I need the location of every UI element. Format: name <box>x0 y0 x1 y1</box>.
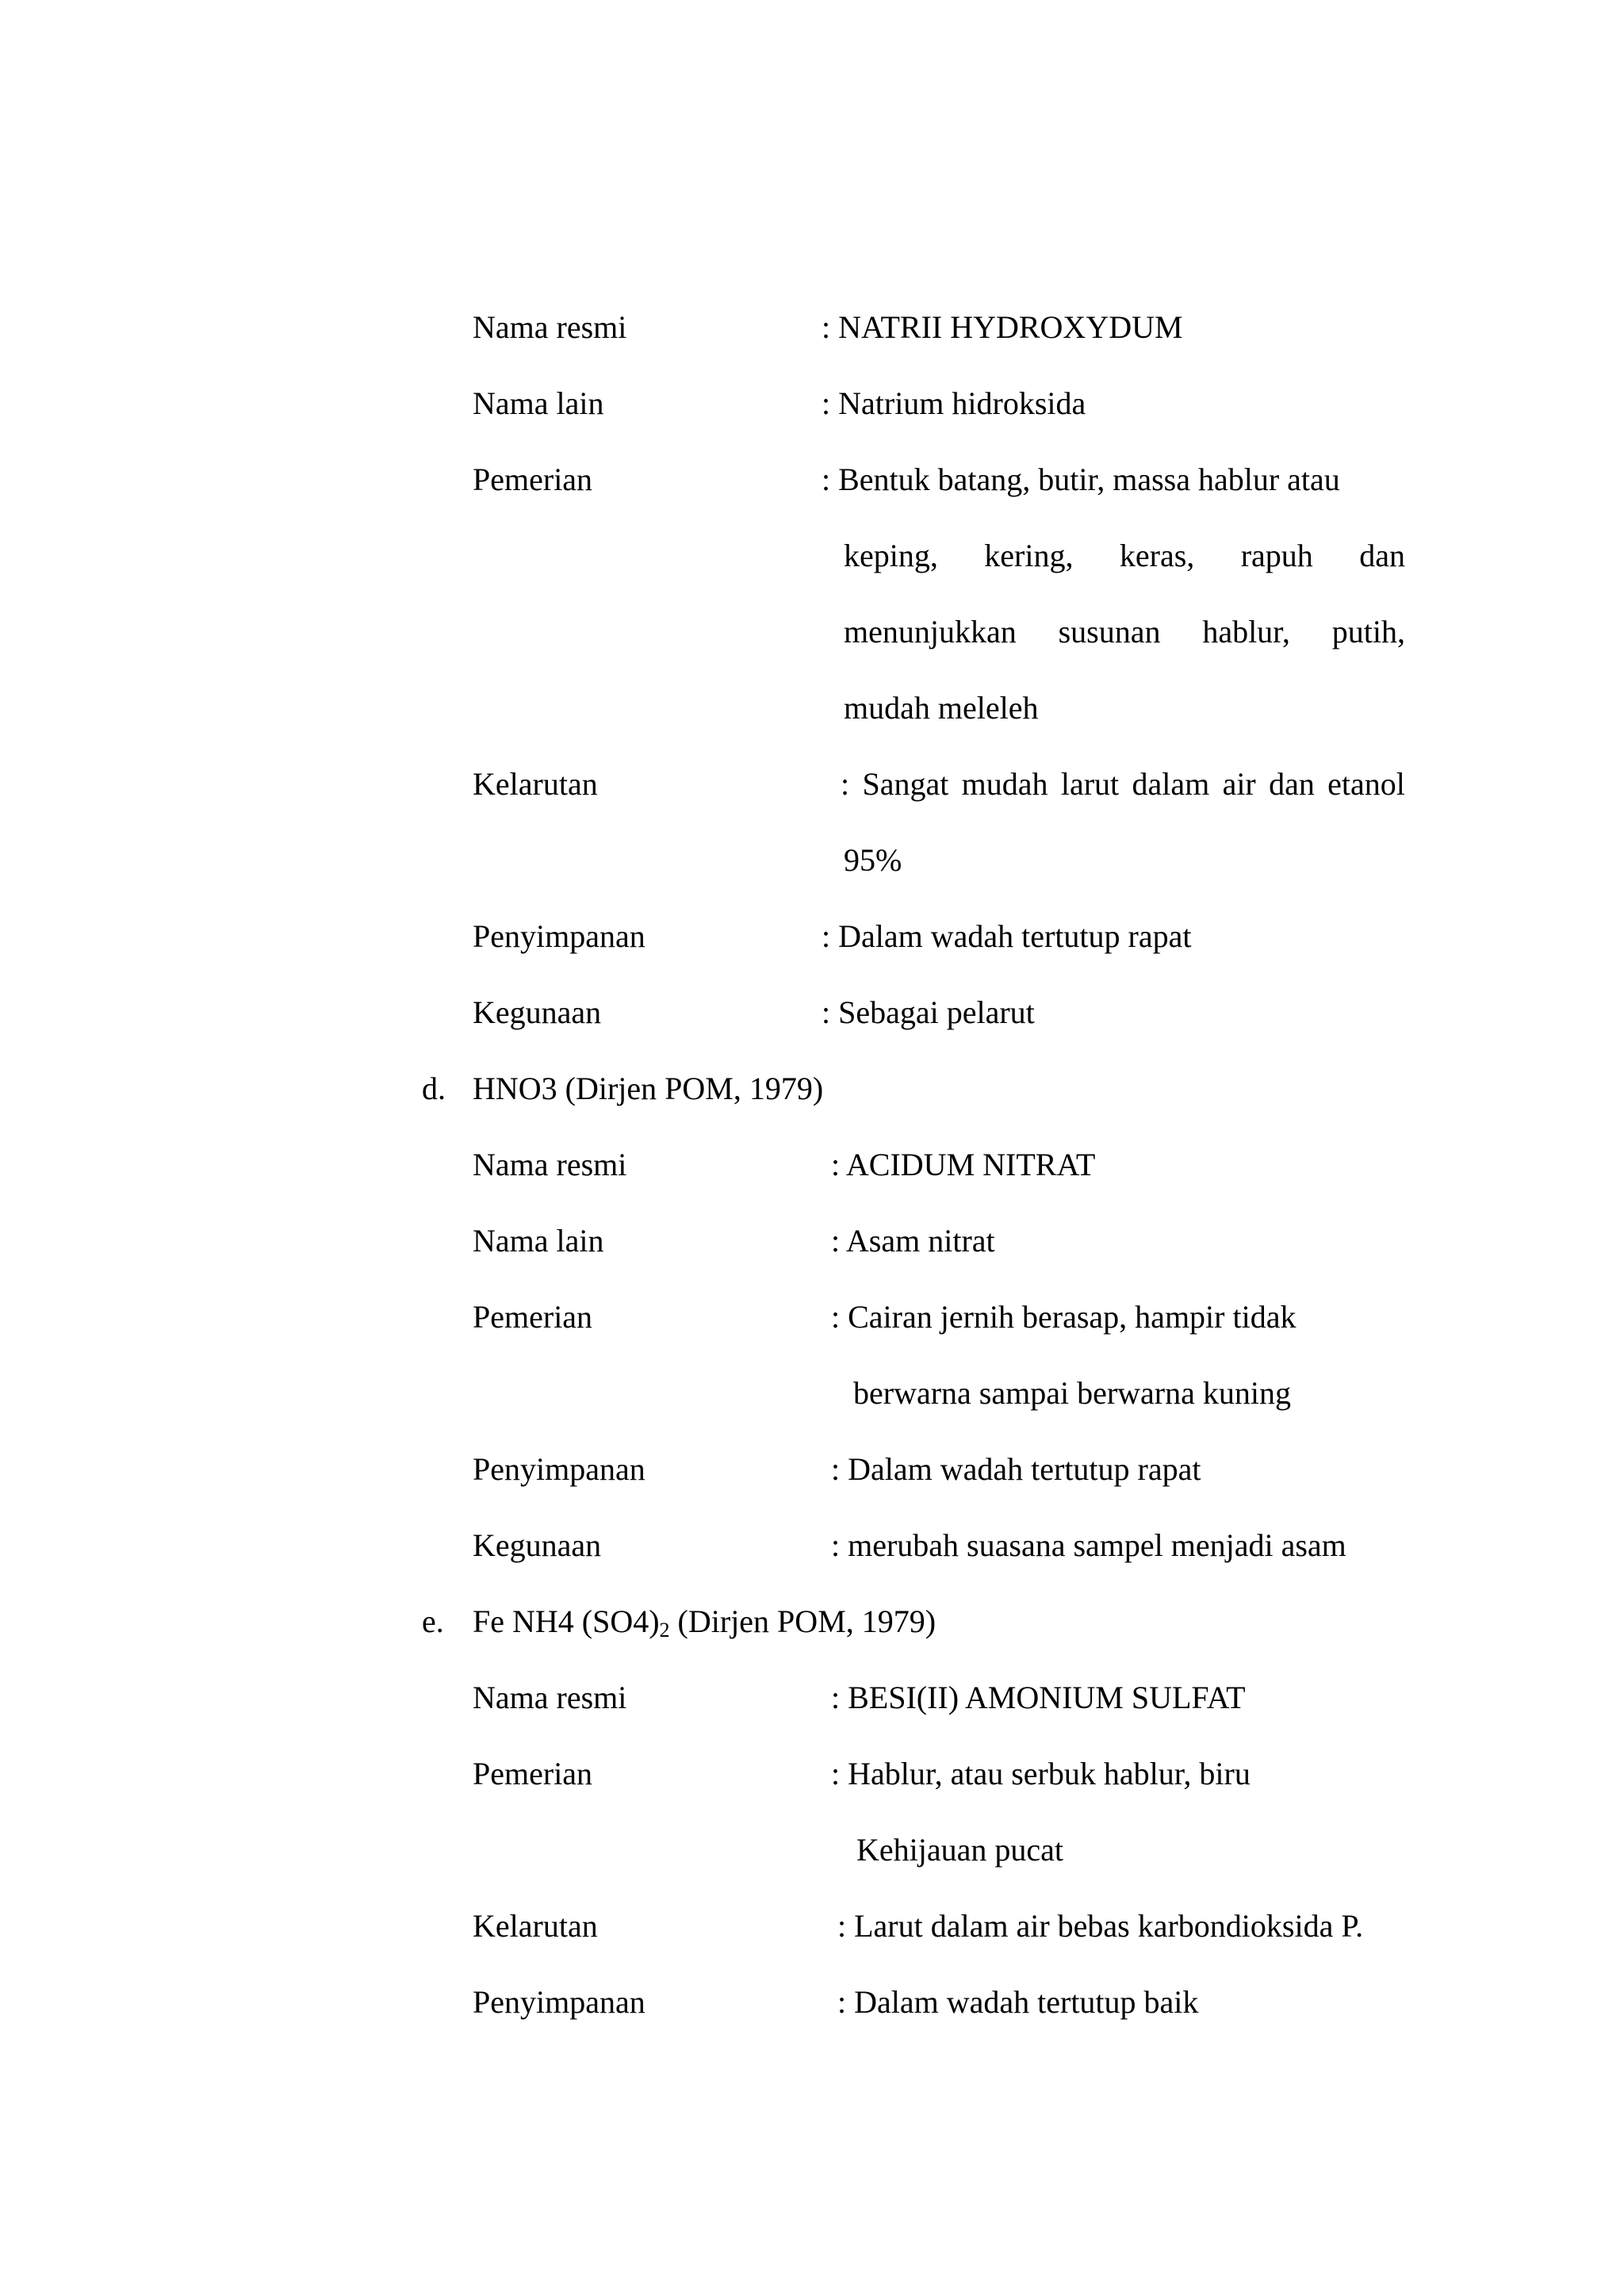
word: keping, <box>844 538 938 573</box>
naoh-pemerian-line-3 <box>844 616 1405 648</box>
naoh-penyimpanan-label: Penyimpanan <box>473 918 645 954</box>
fe-nama-resmi-value: : BESI(II) AMONIUM SULFAT <box>831 1680 1246 1715</box>
fe-penyimpanan-value: : Dalam wadah tertutup baik <box>837 1984 1199 2020</box>
word: air <box>1222 766 1256 802</box>
section-e-heading <box>473 1603 936 1642</box>
hno3-nama-resmi-label: Nama resmi <box>473 1147 627 1182</box>
word: larut <box>1060 766 1120 802</box>
naoh-pemerian-label: Pemerian <box>473 462 593 497</box>
heading-citation: (Dirjen POM, 1979) <box>669 1603 936 1639</box>
word: dalam <box>1132 766 1210 802</box>
hno3-pemerian-line-2: berwarna sampai berwarna kuning <box>853 1375 1291 1411</box>
section-d-heading: HNO3 (Dirjen POM, 1979) <box>473 1071 824 1106</box>
naoh-nama-resmi-label: Nama resmi <box>473 309 627 345</box>
subscript: 2 <box>659 1619 670 1642</box>
naoh-pemerian-line-4: mudah meleleh <box>844 690 1039 726</box>
naoh-kegunaan-value: : Sebagai pelarut <box>822 994 1035 1030</box>
naoh-pemerian-line-2 <box>844 540 1405 572</box>
naoh-penyimpanan-value: : Dalam wadah tertutup rapat <box>822 918 1192 954</box>
naoh-pemerian-line-1: : Bentuk batang, butir, massa hablur atau <box>822 462 1340 497</box>
heading-text: Fe NH4 (SO4) <box>473 1603 660 1639</box>
word: dan <box>1359 538 1405 573</box>
hno3-penyimpanan-label: Penyimpanan <box>473 1451 645 1487</box>
word: etanol <box>1327 766 1405 802</box>
fe-pemerian-line-2: Kehijauan pucat <box>856 1832 1063 1868</box>
naoh-kegunaan-label: Kegunaan <box>473 994 602 1030</box>
fe-penyimpanan-label: Penyimpanan <box>473 1984 645 2020</box>
section-e-marker: e. <box>422 1603 444 1639</box>
word: menunjukkan <box>844 614 1017 649</box>
fe-kelarutan-value: : Larut dalam air bebas karbondioksida P. <box>837 1908 1364 1944</box>
section-d-marker: d. <box>422 1071 446 1106</box>
naoh-nama-resmi-value: : NATRII HYDROXYDUM <box>822 309 1183 345</box>
naoh-nama-lain-label: Nama lain <box>473 385 604 421</box>
hno3-nama-resmi-value: : ACIDUM NITRAT <box>831 1147 1096 1182</box>
word: dan <box>1269 766 1315 802</box>
naoh-kelarutan-line-1 <box>841 768 1405 800</box>
hno3-pemerian-line-1: : Cairan jernih berasap, hampir tidak <box>831 1299 1297 1335</box>
word: keras, <box>1119 538 1195 573</box>
word: hablur, <box>1202 614 1290 649</box>
hno3-nama-lain-label: Nama lain <box>473 1223 604 1259</box>
hno3-kegunaan-value: : merubah suasana sampel menjadi asam <box>831 1527 1346 1563</box>
word: putih, <box>1331 614 1405 649</box>
fe-nama-resmi-label: Nama resmi <box>473 1680 627 1715</box>
word: rapuh <box>1240 538 1313 573</box>
naoh-kelarutan-label: Kelarutan <box>473 766 598 802</box>
word: kering, <box>984 538 1074 573</box>
word: : <box>841 766 850 802</box>
word: mudah <box>961 766 1048 802</box>
fe-kelarutan-label: Kelarutan <box>473 1908 598 1944</box>
hno3-pemerian-label: Pemerian <box>473 1299 593 1335</box>
fe-pemerian-label: Pemerian <box>473 1756 593 1791</box>
naoh-nama-lain-value: : Natrium hidroksida <box>822 385 1086 421</box>
hno3-kegunaan-label: Kegunaan <box>473 1527 602 1563</box>
word: Sangat <box>862 766 949 802</box>
word: susunan <box>1058 614 1161 649</box>
naoh-kelarutan-line-2: 95% <box>844 842 902 878</box>
hno3-penyimpanan-value: : Dalam wadah tertutup rapat <box>831 1451 1201 1487</box>
hno3-nama-lain-value: : Asam nitrat <box>831 1223 995 1259</box>
fe-pemerian-line-1: : Hablur, atau serbuk hablur, biru <box>831 1756 1251 1791</box>
